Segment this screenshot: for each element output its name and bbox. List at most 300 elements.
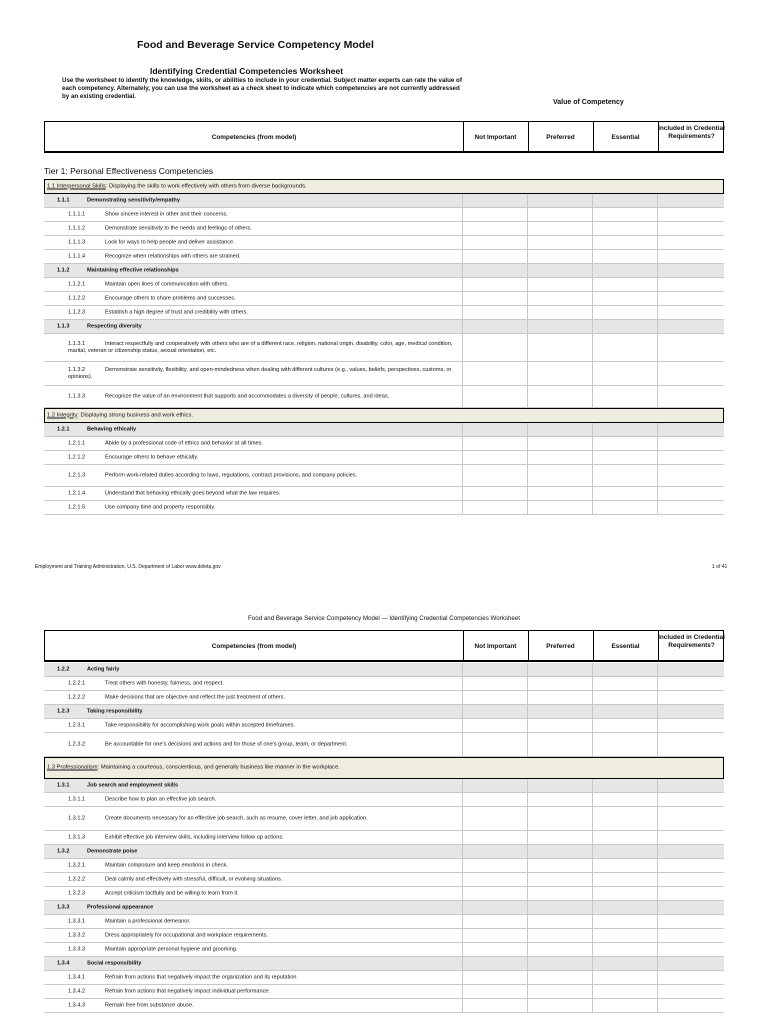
row-text: Encourage others to behave ethically. <box>105 454 199 460</box>
row-number: 1.2.1.1 <box>68 440 86 446</box>
included-cell[interactable] <box>657 733 658 756</box>
worksheet-page-2 <box>0 590 768 1024</box>
essential-cell[interactable] <box>592 362 593 385</box>
subcompetency-row <box>44 845 724 859</box>
not-important-cell[interactable] <box>462 779 463 792</box>
included-cell[interactable] <box>657 845 658 858</box>
item-row <box>44 437 724 451</box>
essential-cell[interactable] <box>592 831 593 844</box>
row-text: Remain free from substance abuse. <box>105 1002 194 1008</box>
preferred-cell[interactable] <box>527 663 528 676</box>
included-cell[interactable] <box>657 887 658 900</box>
essential-cell[interactable] <box>592 487 593 500</box>
essential-cell[interactable] <box>592 306 593 319</box>
item-row <box>44 915 724 929</box>
row-text: Demonstrate poise <box>87 848 138 854</box>
row-text: Perform work-related duties according to laws, regulations, contract provisions, and company policies. <box>105 472 358 478</box>
not-important-cell[interactable] <box>462 278 463 291</box>
not-important-cell[interactable] <box>462 501 463 514</box>
item-row <box>44 859 724 873</box>
essential-cell[interactable] <box>592 705 593 718</box>
essential-cell[interactable] <box>592 873 593 886</box>
not-important-cell[interactable] <box>462 733 463 756</box>
item-row <box>44 999 724 1013</box>
subcompetency-row <box>44 264 724 278</box>
preferred-cell[interactable] <box>527 423 528 436</box>
row-number: 1.2.2.1 <box>68 680 86 686</box>
running-header: Food and Beverage Service Competency Model — Identifying Credential Competencies Worksheet <box>248 615 520 622</box>
essential-cell[interactable] <box>592 999 593 1012</box>
row-number: 1.3.4.2 <box>68 988 86 994</box>
item-row <box>44 386 724 408</box>
subcompetency-row <box>44 779 724 793</box>
essential-cell[interactable] <box>592 779 593 792</box>
included-cell[interactable] <box>657 278 658 291</box>
not-important-cell[interactable] <box>462 194 463 207</box>
competency-rows-page-1 <box>44 179 724 515</box>
subcompetency-row <box>44 901 724 915</box>
preferred-cell[interactable] <box>527 971 528 984</box>
preferred-cell[interactable] <box>527 929 528 942</box>
col-not-important: Not Important <box>474 134 517 141</box>
not-important-cell[interactable] <box>462 264 463 277</box>
included-cell[interactable] <box>657 501 658 514</box>
not-important-cell[interactable] <box>462 807 463 830</box>
not-important-cell[interactable] <box>462 663 463 676</box>
essential-cell[interactable] <box>592 264 593 277</box>
included-cell[interactable] <box>657 971 658 984</box>
item-row <box>44 292 724 306</box>
row-text: Demonstrate sensitivity, flexibility, and open-mindedness when dealing with different cultures (e.g., values, beliefs, perspectives, customs, or opinions). <box>68 366 452 380</box>
included-cell[interactable] <box>657 306 658 319</box>
table-header-page-1 <box>44 121 724 153</box>
row-number: 1.1.1.3 <box>68 239 86 245</box>
col-competencies: Competencies (from model) <box>211 134 297 141</box>
row-text: Describe how to plan an effective job search. <box>105 796 217 802</box>
preferred-cell[interactable] <box>527 236 528 249</box>
row-number: 1.3.1.3 <box>68 834 86 840</box>
row-number: 1.2.1.2 <box>68 454 86 460</box>
preferred-cell[interactable] <box>527 386 528 407</box>
subcompetency-row <box>44 320 724 334</box>
included-cell[interactable] <box>657 250 658 263</box>
preferred-cell[interactable] <box>527 873 528 886</box>
competency-name: 1.3 Professionalism <box>47 764 98 771</box>
row-text: Maintain open lines of communication with others. <box>105 281 229 287</box>
included-cell[interactable] <box>657 386 658 407</box>
row-number: 1.2.3.2 <box>68 741 86 747</box>
included-cell[interactable] <box>657 779 658 792</box>
included-cell[interactable] <box>657 705 658 718</box>
essential-cell[interactable] <box>592 501 593 514</box>
row-text: Maintain a professional demeanor. <box>105 918 191 924</box>
essential-cell[interactable] <box>592 292 593 305</box>
tier-heading: Tier 1: Personal Effectiveness Competencies <box>44 166 214 176</box>
row-number: 1.3.2 <box>57 848 70 854</box>
preferred-cell[interactable] <box>527 887 528 900</box>
essential-cell[interactable] <box>592 278 593 291</box>
not-important-cell[interactable] <box>462 250 463 263</box>
competency-row <box>44 179 724 194</box>
not-important-cell[interactable] <box>462 292 463 305</box>
preferred-cell[interactable] <box>527 793 528 806</box>
row-number: 1.3.3 <box>57 904 70 910</box>
preferred-cell[interactable] <box>527 292 528 305</box>
preferred-cell[interactable] <box>527 306 528 319</box>
row-number: 1.1.2 <box>57 267 70 273</box>
not-important-cell[interactable] <box>462 451 463 464</box>
row-text: Create documents necessary for an effective job search, such as resume, cover letter, and job application. <box>105 815 368 821</box>
row-number: 1.2.3.1 <box>68 722 86 728</box>
not-important-cell[interactable] <box>462 487 463 500</box>
competency-description: : Maintaining a courteous, conscientious, and generally business like manner in the workplace. <box>97 764 340 771</box>
competency-row <box>44 408 724 423</box>
competency-name: 1.1 Interpersonal Skills <box>47 183 106 189</box>
row-text: Use company time and property responsibly. <box>105 504 216 510</box>
preferred-cell[interactable] <box>527 677 528 690</box>
col-preferred: Preferred <box>546 643 575 650</box>
row-number: 1.1.1.1 <box>68 211 86 217</box>
preferred-cell[interactable] <box>527 264 528 277</box>
row-text: Maintain composure and keep emotions in check. <box>105 862 228 868</box>
included-cell[interactable] <box>657 663 658 676</box>
row-number: 1.2.2.2 <box>68 694 86 700</box>
row-number: 1.1.2.1 <box>68 281 86 287</box>
footer-agency: Employment and Training Administration, U.S. Department of Labor www.doleta.gov <box>35 564 221 570</box>
included-cell[interactable] <box>657 999 658 1012</box>
competency-row <box>44 757 724 779</box>
essential-cell[interactable] <box>592 677 593 690</box>
row-number: 1.1.3.1 <box>68 340 86 347</box>
included-cell[interactable] <box>657 943 658 956</box>
row-text: Make decisions that are objective and reflect the just treatment of others. <box>105 694 286 700</box>
row-number: 1.1.3.2 <box>68 366 86 373</box>
item-row <box>44 677 724 691</box>
preferred-cell[interactable] <box>527 278 528 291</box>
preferred-cell[interactable] <box>527 733 528 756</box>
essential-cell[interactable] <box>592 663 593 676</box>
preferred-cell[interactable] <box>527 999 528 1012</box>
preferred-cell[interactable] <box>527 943 528 956</box>
not-important-cell[interactable] <box>462 386 463 407</box>
not-important-cell[interactable] <box>462 943 463 956</box>
item-row <box>44 733 724 757</box>
document-title: Food and Beverage Service Competency Model <box>137 39 374 51</box>
essential-cell[interactable] <box>592 222 593 235</box>
item-row <box>44 451 724 465</box>
included-cell[interactable] <box>657 985 658 998</box>
essential-cell[interactable] <box>592 236 593 249</box>
row-text: Abide by a professional code of ethics and behavior at all times. <box>105 440 263 446</box>
included-cell[interactable] <box>657 437 658 450</box>
not-important-cell[interactable] <box>462 971 463 984</box>
essential-cell[interactable] <box>592 334 593 361</box>
included-cell[interactable] <box>657 362 658 385</box>
subcompetency-row <box>44 194 724 208</box>
row-number: 1.3.3.1 <box>68 918 86 924</box>
preferred-cell[interactable] <box>527 194 528 207</box>
not-important-cell[interactable] <box>462 873 463 886</box>
row-text: Job search and employment skills <box>87 782 179 788</box>
essential-cell[interactable] <box>592 719 593 732</box>
preferred-cell[interactable] <box>527 222 528 235</box>
row-text: Recognize the value of an environment that supports and accommodates a diversity of people, cultures, and ideas. <box>105 393 390 399</box>
subcompetency-row <box>44 957 724 971</box>
competency-rows-page-2 <box>44 663 724 1013</box>
row-text: Maintain appropriate personal hygiene and grooming. <box>105 946 238 952</box>
essential-cell[interactable] <box>592 985 593 998</box>
not-important-cell[interactable] <box>462 887 463 900</box>
not-important-cell[interactable] <box>462 236 463 249</box>
essential-cell[interactable] <box>592 691 593 704</box>
row-text: Look for ways to help people and deliver assistance. <box>105 239 235 245</box>
row-text: Accept criticism tactfully and be willing to learn from it. <box>105 890 239 896</box>
row-text: Maintaining effective relationships <box>87 267 179 273</box>
not-important-cell[interactable] <box>462 999 463 1012</box>
row-number: 1.3.3.3 <box>68 946 86 952</box>
essential-cell[interactable] <box>592 208 593 221</box>
not-important-cell[interactable] <box>462 306 463 319</box>
included-cell[interactable] <box>657 915 658 928</box>
essential-cell[interactable] <box>592 386 593 407</box>
not-important-cell[interactable] <box>462 985 463 998</box>
not-important-cell[interactable] <box>462 208 463 221</box>
row-number: 1.3.1.2 <box>68 815 86 821</box>
row-number: 1.1.2.3 <box>68 309 86 315</box>
not-important-cell[interactable] <box>462 929 463 942</box>
essential-cell[interactable] <box>592 437 593 450</box>
item-row <box>44 943 724 957</box>
not-important-cell[interactable] <box>462 465 463 486</box>
preferred-cell[interactable] <box>527 334 528 361</box>
included-cell[interactable] <box>657 873 658 886</box>
row-text: Take responsibility for accomplishing work goals within accepted timeframes. <box>105 722 295 728</box>
preferred-cell[interactable] <box>527 437 528 450</box>
preferred-cell[interactable] <box>527 487 528 500</box>
preferred-cell[interactable] <box>527 807 528 830</box>
not-important-cell[interactable] <box>462 719 463 732</box>
item-row <box>44 887 724 901</box>
col-competencies: Competencies (from model) <box>211 643 297 650</box>
item-row <box>44 501 724 515</box>
preferred-cell[interactable] <box>527 691 528 704</box>
item-row <box>44 831 724 845</box>
preferred-cell[interactable] <box>527 465 528 486</box>
row-text: Understand that behaving ethically goes beyond what the law requires. <box>105 490 281 496</box>
col-included: Included in Credential Requirements? <box>658 634 725 649</box>
included-cell[interactable] <box>657 793 658 806</box>
subcompetency-row <box>44 705 724 719</box>
preferred-cell[interactable] <box>527 705 528 718</box>
col-included: Included in Credential Requirements? <box>658 125 725 140</box>
included-cell[interactable] <box>657 236 658 249</box>
included-cell[interactable] <box>657 292 658 305</box>
col-essential: Essential <box>611 643 640 650</box>
preferred-cell[interactable] <box>527 719 528 732</box>
item-row <box>44 719 724 733</box>
row-number: 1.2.2 <box>57 666 70 672</box>
included-cell[interactable] <box>657 208 658 221</box>
preferred-cell[interactable] <box>527 451 528 464</box>
included-cell[interactable] <box>657 957 658 970</box>
item-row <box>44 929 724 943</box>
essential-cell[interactable] <box>592 194 593 207</box>
preferred-cell[interactable] <box>527 779 528 792</box>
row-number: 1.1.3.3 <box>68 393 86 399</box>
subcompetency-row <box>44 423 724 437</box>
essential-cell[interactable] <box>592 465 593 486</box>
item-row <box>44 306 724 320</box>
included-cell[interactable] <box>657 465 658 486</box>
essential-cell[interactable] <box>592 845 593 858</box>
essential-cell[interactable] <box>592 943 593 956</box>
row-text: Respecting diversity <box>87 323 142 329</box>
row-text: Demonstrating sensitivity/empathy <box>87 197 180 203</box>
not-important-cell[interactable] <box>462 859 463 872</box>
essential-cell[interactable] <box>592 957 593 970</box>
preferred-cell[interactable] <box>527 320 528 333</box>
not-important-cell[interactable] <box>462 423 463 436</box>
competency-description: : Displaying the skills to work effectively with others from diverse backgrounds. <box>105 183 307 189</box>
preferred-cell[interactable] <box>527 501 528 514</box>
preferred-cell[interactable] <box>527 831 528 844</box>
value-of-competency-heading: Value of Competency <box>553 99 624 106</box>
item-row <box>44 250 724 264</box>
footer-page-number: 1 of 41 <box>712 564 728 570</box>
row-text: Encourage others to share problems and successes. <box>105 295 236 301</box>
preferred-cell[interactable] <box>527 901 528 914</box>
row-number: 1.3.4.1 <box>68 974 86 980</box>
row-number: 1.1.1 <box>57 197 70 203</box>
not-important-cell[interactable] <box>462 915 463 928</box>
row-number: 1.3.1.1 <box>68 796 86 802</box>
included-cell[interactable] <box>657 222 658 235</box>
not-important-cell[interactable] <box>462 222 463 235</box>
not-important-cell[interactable] <box>462 320 463 333</box>
essential-cell[interactable] <box>592 250 593 263</box>
item-row <box>44 465 724 487</box>
item-row <box>44 278 724 292</box>
included-cell[interactable] <box>657 691 658 704</box>
not-important-cell[interactable] <box>462 901 463 914</box>
essential-cell[interactable] <box>592 793 593 806</box>
preferred-cell[interactable] <box>527 845 528 858</box>
not-important-cell[interactable] <box>462 437 463 450</box>
included-cell[interactable] <box>657 677 658 690</box>
row-number: 1.3.4.3 <box>68 1002 86 1008</box>
row-text: Deal calmly and effectively with stressful, difficult, or evolving situations. <box>105 876 283 882</box>
row-number: 1.3.2.3 <box>68 890 86 896</box>
row-number: 1.3.2.2 <box>68 876 86 882</box>
row-number: 1.2.1.5 <box>68 504 86 510</box>
row-text: Demonstrate sensitivity to the needs and feelings of others. <box>105 225 252 231</box>
row-text: Refrain from actions that negatively impact individual performance. <box>105 988 271 994</box>
not-important-cell[interactable] <box>462 845 463 858</box>
row-text: Establish a high degree of trust and credibility with others. <box>105 309 249 315</box>
item-row <box>44 807 724 831</box>
essential-cell[interactable] <box>592 733 593 756</box>
subcompetency-row <box>44 663 724 677</box>
row-text: Taking responsibility <box>87 708 143 714</box>
item-row <box>44 971 724 985</box>
col-essential: Essential <box>611 134 640 141</box>
row-number: 1.3.3.2 <box>68 932 86 938</box>
included-cell[interactable] <box>657 487 658 500</box>
included-cell[interactable] <box>657 901 658 914</box>
included-cell[interactable] <box>657 264 658 277</box>
included-cell[interactable] <box>657 859 658 872</box>
preferred-cell[interactable] <box>527 208 528 221</box>
not-important-cell[interactable] <box>462 705 463 718</box>
row-number: 1.3.1 <box>57 782 70 788</box>
item-row <box>44 362 724 386</box>
row-text: Interact respectfully and cooperatively with others who are of a different race, religion, national origin, disability, color, age, medical condition, marital, veteran or citizenship status, sexual orientation, etc. <box>68 340 453 354</box>
not-important-cell[interactable] <box>462 334 463 361</box>
preferred-cell[interactable] <box>527 957 528 970</box>
row-number: 1.2.1 <box>57 426 70 432</box>
item-row <box>44 793 724 807</box>
row-text: Exhibit effective job interview skills, including interview follow up actions. <box>105 834 284 840</box>
included-cell[interactable] <box>657 719 658 732</box>
not-important-cell[interactable] <box>462 957 463 970</box>
row-text: Refrain from actions that negatively impact the organization and its reputation <box>105 974 297 980</box>
competency-description: : Displaying strong business and work ethics. <box>77 412 193 418</box>
essential-cell[interactable] <box>592 929 593 942</box>
item-row <box>44 208 724 222</box>
essential-cell[interactable] <box>592 807 593 830</box>
table-header-page-2 <box>44 630 724 662</box>
included-cell[interactable] <box>657 807 658 830</box>
essential-cell[interactable] <box>592 915 593 928</box>
preferred-cell[interactable] <box>527 362 528 385</box>
preferred-cell[interactable] <box>527 250 528 263</box>
included-cell[interactable] <box>657 334 658 361</box>
essential-cell[interactable] <box>592 859 593 872</box>
not-important-cell[interactable] <box>462 831 463 844</box>
row-text: Recognize when relationships with others are strained. <box>105 253 241 259</box>
included-cell[interactable] <box>657 194 658 207</box>
not-important-cell[interactable] <box>462 691 463 704</box>
essential-cell[interactable] <box>592 887 593 900</box>
preferred-cell[interactable] <box>527 985 528 998</box>
row-number: 1.3.2.1 <box>68 862 86 868</box>
essential-cell[interactable] <box>592 320 593 333</box>
item-row <box>44 222 724 236</box>
not-important-cell[interactable] <box>462 362 463 385</box>
not-important-cell[interactable] <box>462 793 463 806</box>
row-text: Dress appropriately for occupational and workplace requirements. <box>105 932 268 938</box>
row-text: Be accountable for one's decisions and actions and for those of one's group, team, or department. <box>105 741 348 747</box>
included-cell[interactable] <box>657 320 658 333</box>
included-cell[interactable] <box>657 451 658 464</box>
not-important-cell[interactable] <box>462 677 463 690</box>
preferred-cell[interactable] <box>527 915 528 928</box>
essential-cell[interactable] <box>592 901 593 914</box>
essential-cell[interactable] <box>592 971 593 984</box>
row-text: Social responsibility <box>87 960 142 966</box>
essential-cell[interactable] <box>592 451 593 464</box>
row-text: Professional appearance <box>87 904 154 910</box>
row-number: 1.3.4 <box>57 960 70 966</box>
included-cell[interactable] <box>657 929 658 942</box>
included-cell[interactable] <box>657 831 658 844</box>
essential-cell[interactable] <box>592 423 593 436</box>
competency-name: 1.2 Integrity <box>47 412 78 418</box>
row-text: Behaving ethically <box>87 426 137 432</box>
row-number: 1.1.2.2 <box>68 295 86 301</box>
included-cell[interactable] <box>657 423 658 436</box>
preferred-cell[interactable] <box>527 859 528 872</box>
